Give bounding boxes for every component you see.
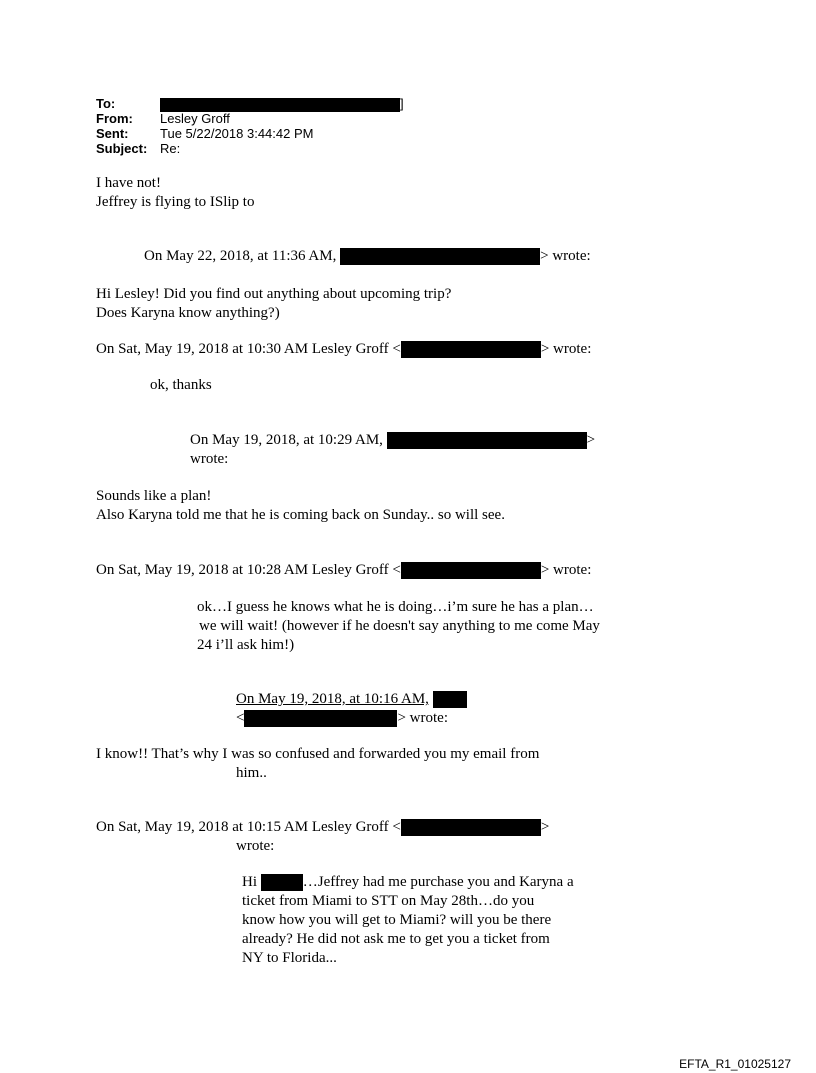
to-label: To: (96, 96, 116, 111)
redaction-bar (261, 874, 303, 891)
attribution-text: On May 22, 2018, at 11:36 AM, (144, 248, 337, 264)
quote-line: him.. (236, 765, 267, 781)
redaction-bar (244, 710, 397, 727)
quote-attribution (236, 690, 467, 709)
redaction-bar (433, 691, 467, 708)
quote-attribution (190, 431, 595, 450)
attribution-text: < (236, 710, 245, 726)
quote-line: we will wait! (however if he doesn't say anything to me come May (199, 618, 600, 634)
redaction-bar (401, 819, 541, 836)
attribution-text: On Sat, May 19, 2018 at 10:30 AM Lesley Groff < (96, 341, 401, 357)
attribution-text: On Sat, May 19, 2018 at 10:15 AM Lesley Groff < (96, 819, 401, 835)
quote-line: ticket from Miami to STT on May 28th…do you (242, 893, 535, 909)
attribution-text: > wrote: (540, 341, 592, 357)
sent-value: Tue 5/22/2018 3:44:42 PM (160, 126, 314, 141)
quote-attribution (96, 561, 591, 580)
quote-text: Hi (242, 874, 257, 890)
redaction-bar (401, 341, 541, 358)
attribution-text: > (586, 432, 596, 448)
body-line: Jeffrey is flying to ISlip to (96, 194, 255, 210)
attribution-text: On May 19, 2018, at 10:29 AM, (190, 432, 383, 448)
from-label: From: (96, 111, 133, 126)
quote-line: Does Karyna know anything?) (96, 305, 280, 321)
quote-line: ok…I guess he knows what he is doing…i’m sure he has a plan… (197, 599, 594, 615)
to-value-suffix: ] (400, 96, 404, 111)
quote-attribution (96, 340, 591, 359)
body-line: I have not! (96, 175, 161, 191)
subject-value: Re: (160, 141, 181, 156)
quote-line: Sounds like a plan! (96, 488, 212, 504)
subject-label: Subject: (96, 141, 148, 156)
quote-attribution: wrote: (190, 451, 229, 467)
attribution-text: > (540, 819, 550, 835)
attribution-text: > wrote: (540, 562, 592, 578)
quote-line (242, 873, 574, 892)
redaction-bar (340, 248, 540, 265)
attribution-text: > wrote: (397, 710, 448, 726)
sent-label: Sent: (96, 126, 129, 141)
redaction-bar (387, 432, 587, 449)
quote-line: ok, thanks (150, 377, 212, 393)
quote-line: Also Karyna told me that he is coming back on Sunday.. so will see. (96, 507, 505, 523)
quote-line: I know!! That’s why I was so confused and forwarded you my email from (96, 746, 540, 762)
redaction-bar (160, 98, 400, 112)
quote-line: know how you will get to Miami? will you be there (242, 912, 552, 928)
quote-text: …Jeffrey had me purchase you and Karyna a (302, 874, 574, 890)
quote-attribution (236, 709, 448, 728)
quote-attribution (96, 818, 549, 837)
redaction-bar (401, 562, 541, 579)
attribution-text: > wrote: (540, 248, 591, 264)
attribution-text: On Sat, May 19, 2018 at 10:28 AM Lesley Groff < (96, 562, 401, 578)
attribution-text: On May 19, 2018, at 10:16 AM, (236, 691, 429, 707)
document-id: EFTA_R1_01025127 (679, 1057, 791, 1071)
quote-line: NY to Florida... (242, 950, 337, 966)
quote-line: already? He did not ask me to get you a ticket from (242, 931, 550, 947)
to-value (160, 96, 404, 112)
quote-line: Hi Lesley! Did you find out anything about upcoming trip? (96, 286, 452, 302)
from-value: Lesley Groff (160, 111, 230, 126)
quote-attribution: wrote: (236, 838, 275, 854)
quote-attribution (144, 247, 591, 266)
quote-line: 24 i’ll ask him!) (197, 637, 295, 653)
